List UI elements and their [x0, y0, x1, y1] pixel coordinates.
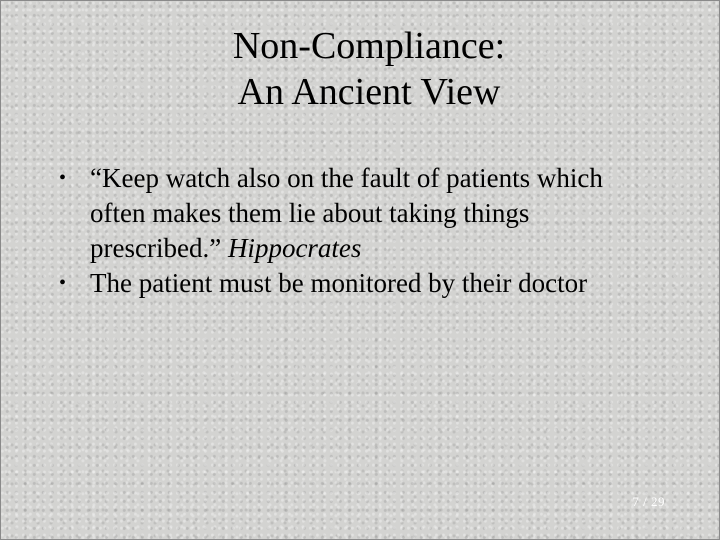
bullet-item-quote [57, 161, 657, 266]
bullet-icon: • [59, 167, 67, 189]
bullet-item-monitoring [57, 266, 657, 301]
bullet-list [57, 161, 657, 301]
slide-title [1, 23, 720, 115]
quote-attribution: Hippocrates [227, 233, 362, 263]
page-number: 7 / 29 [632, 494, 665, 509]
bullet-icon: • [59, 272, 67, 294]
bullet-text: “Keep watch also on the fault of patients which often makes them lie about taking things prescribed.” [90, 163, 603, 263]
slide-title-line-1: Non-Compliance: [232, 25, 506, 67]
bullet-text: The patient must be monitored by their doctor [90, 268, 588, 298]
slide-title-line-2: An Ancient View [237, 71, 501, 113]
